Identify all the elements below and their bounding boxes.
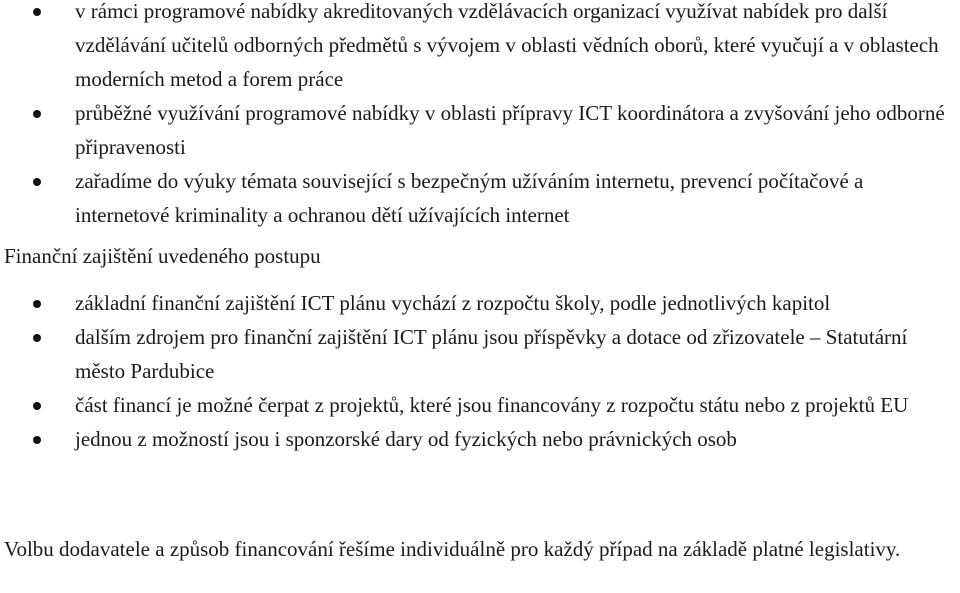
- list-item-text: jednou z možností jsou i sponzorské dary od fyzických nebo právnických osob: [75, 427, 737, 451]
- list-item-text: dalším zdrojem pro finanční zajištění ICT plánu jsou příspěvky a dotace od zřizovatele – Statutární město Pardubice: [75, 325, 908, 383]
- list-item: [0, 422, 960, 456]
- list-item: [0, 388, 960, 422]
- list-item-text: průběžné využívání programové nabídky v oblasti přípravy ICT koordinátora a zvyšování jeho odborné připravenosti: [75, 101, 945, 159]
- list-item: [0, 0, 960, 96]
- bullet-icon: [33, 110, 41, 118]
- closing-paragraph: Volbu dodavatele a způsob financování řešíme individuálně pro každý případ na základě platné legislativy.: [4, 537, 901, 561]
- list-item: [0, 320, 960, 388]
- bullet-icon: [33, 334, 41, 342]
- bullet-icon: [33, 402, 41, 410]
- list-item: [0, 96, 960, 164]
- bullet-icon: [33, 178, 41, 186]
- list-item: [0, 286, 960, 320]
- list-item-text: v rámci programové nabídky akreditovaných vzdělávacích organizací využívat nabídek pro další vzdělávání učitelů odborných předmětů s vývojem v oblasti vědních oborů, které vyučují a v oblastech moderních metod a forem práce: [75, 0, 939, 91]
- list-item-text: základní finanční zajištění ICT plánu vychází z rozpočtu školy, podle jednotlivých kapitol: [75, 291, 831, 315]
- bullet-icon: [33, 300, 41, 308]
- section-heading-financing: Finanční zajištění uvedeného postupu: [4, 244, 321, 268]
- bullet-icon: [33, 8, 41, 16]
- bullet-icon: [33, 436, 41, 444]
- list-item: [0, 164, 960, 232]
- bullet-list-financing: [0, 286, 960, 456]
- bullet-list-education: [0, 0, 960, 232]
- list-item-text: zařadíme do výuky témata související s bezpečným užíváním internetu, prevencí počítačové a internetové kriminality a ochranou dětí užívajících internet: [75, 169, 864, 227]
- list-item-text: část financí je možné čerpat z projektů, které jsou financovány z rozpočtu státu nebo z projektů EU: [75, 393, 909, 417]
